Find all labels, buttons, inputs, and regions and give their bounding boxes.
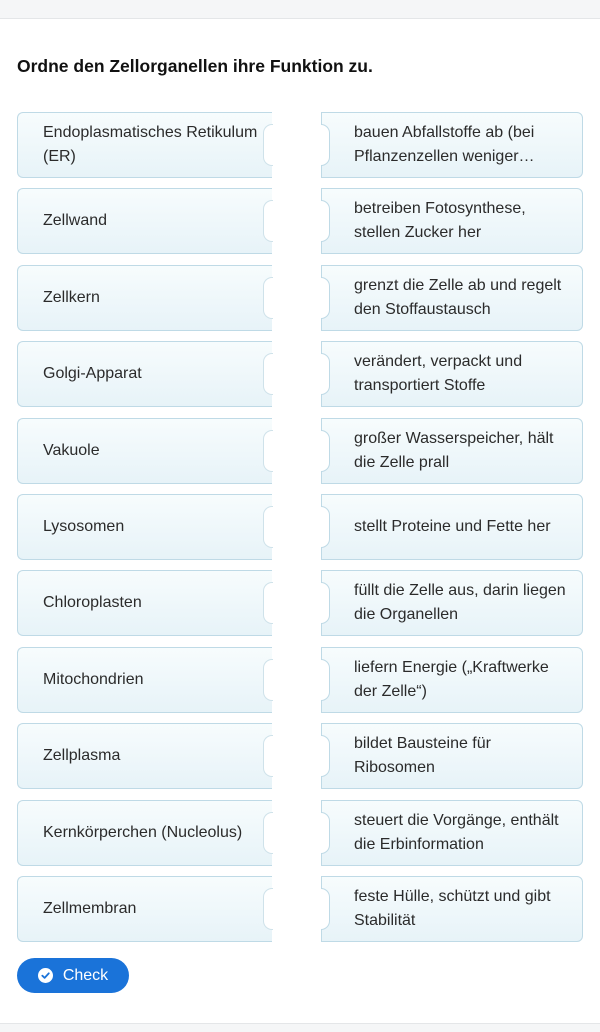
term-label: Golgi-Apparat [43, 365, 142, 383]
match-row [0, 876, 600, 942]
drop-slot [263, 430, 273, 472]
term-label: Zellplasma [43, 747, 121, 765]
drop-slot [263, 659, 273, 701]
drop-slot [263, 277, 273, 319]
function-label: betreiben Fotosynthese, stellen Zucker her [354, 200, 526, 242]
function-label: liefern Energie („Kraftwerke der Zelle“) [354, 658, 549, 700]
term-piece [17, 570, 272, 636]
function-piece[interactable] [321, 570, 583, 636]
drop-slot [263, 735, 273, 777]
term-label: Chloroplasten [43, 594, 142, 612]
check-button-label: Check [62, 966, 109, 984]
term-piece [17, 112, 272, 178]
match-row [0, 341, 600, 407]
term-label: Vakuole [43, 441, 100, 459]
drop-slot [263, 353, 273, 395]
function-piece[interactable] [321, 723, 583, 789]
function-label: bauen Abfallstoffe ab (bei Pflanzenzellen weniger… [354, 124, 535, 165]
drag-tab [321, 735, 330, 777]
term-piece [17, 265, 272, 331]
function-piece[interactable] [321, 876, 583, 942]
drag-tab [321, 277, 330, 319]
function-label: bildet Bausteine für Ribosomen [354, 735, 491, 777]
term-label: Kernkörperchen (Nucleolus) [43, 823, 243, 841]
drag-tab [321, 430, 330, 472]
term-piece [17, 418, 272, 484]
function-piece[interactable] [321, 341, 583, 407]
drop-slot [263, 200, 273, 242]
term-piece [17, 723, 272, 789]
function-label: großer Wasserspeicher, hält die Zelle prall [354, 429, 554, 471]
drag-tab [321, 659, 330, 701]
term-piece [17, 188, 272, 254]
drop-slot [263, 506, 273, 548]
match-row [0, 494, 600, 560]
term-label: Zellkern [43, 288, 100, 306]
function-piece[interactable] [321, 800, 583, 866]
drag-tab [321, 506, 330, 548]
term-piece [17, 494, 272, 560]
match-row [0, 647, 600, 713]
drag-tab [321, 200, 330, 242]
term-label: Zellmembran [43, 900, 137, 917]
term-label: Zellwand [43, 212, 108, 230]
match-row [0, 265, 600, 331]
check-button[interactable] [17, 958, 129, 993]
term-piece [17, 800, 272, 866]
function-piece[interactable] [321, 112, 583, 178]
match-row [0, 418, 600, 484]
drag-tab [321, 888, 330, 930]
term-label: Mitochondrien [43, 670, 144, 688]
drop-slot [263, 124, 273, 166]
match-row [0, 723, 600, 789]
term-label: Lysosomen [43, 518, 125, 535]
function-label: verändert, verpackt und transportiert Stoffe [354, 353, 523, 395]
term-piece [17, 876, 272, 942]
function-piece[interactable] [321, 647, 583, 713]
term-piece [17, 647, 272, 713]
exercise-title: Ordne den Zellorganellen ihre Funktion zu. [17, 56, 373, 76]
drag-tab [321, 812, 330, 854]
match-row [0, 800, 600, 866]
drop-slot [263, 582, 273, 624]
function-label: grenzt die Zelle ab und regelt den Stoffaustausch [354, 276, 562, 318]
function-label: feste Hülle, schützt und gibt Stabilität [354, 888, 551, 929]
match-row [0, 570, 600, 636]
term-label: Endoplasmatisches Retikulum (ER) [43, 124, 258, 165]
function-piece[interactable] [321, 494, 583, 560]
drag-tab [321, 582, 330, 624]
function-piece[interactable] [321, 418, 583, 484]
match-row [0, 112, 600, 178]
exercise-card [0, 18, 600, 1024]
drag-tab [321, 353, 330, 395]
function-piece[interactable] [321, 188, 583, 254]
function-label: stellt Proteine und Fette her [354, 518, 551, 535]
function-piece[interactable] [321, 265, 583, 331]
function-label: steuert die Vorgänge, enthält die Erbinformation [354, 811, 559, 853]
drag-tab [321, 124, 330, 166]
drop-slot [263, 812, 273, 854]
term-piece [17, 341, 272, 407]
match-row [0, 188, 600, 254]
drop-slot [263, 888, 273, 930]
function-label: füllt die Zelle aus, darin liegen die Organellen [354, 582, 566, 624]
check-circle-icon [38, 968, 53, 983]
